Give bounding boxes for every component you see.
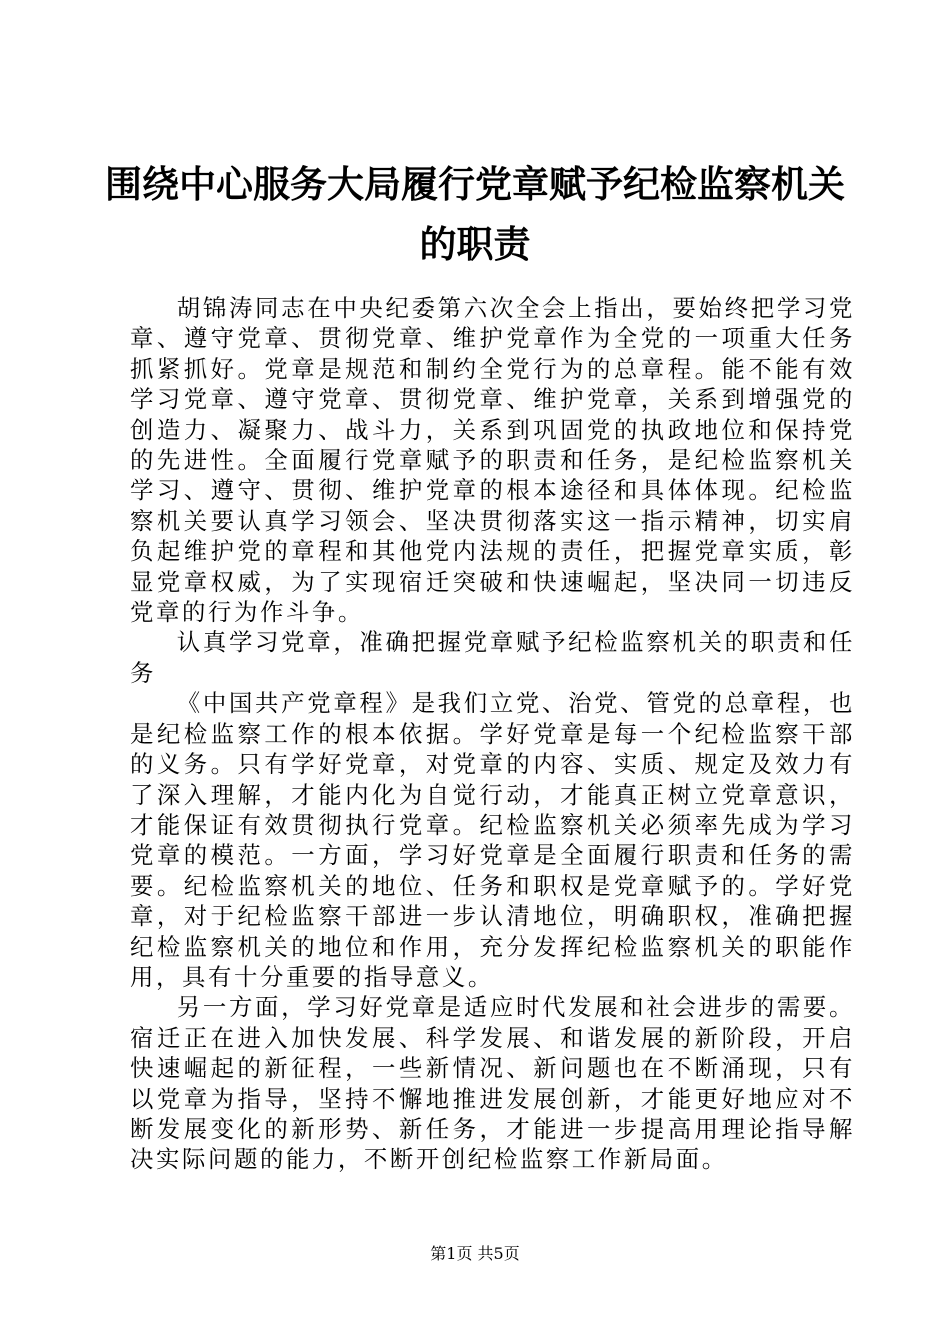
document-title: 围绕中心服务大局履行党章赋予纪检监察机关的职责 — [105, 163, 845, 266]
paragraph-4: 另一方面，学习好党章是适应时代发展和社会进步的需要。宿迁正在进入加快发展、科学发展、和谐发展的新阶段，开启快速崛起的新征程，一些新情况、新问题也在不断涌现，只有以党章为指导，坚持不懈地推进发展创新，才能更好地应对不断发展变化的新形势、新任务，才能进一步提高用理论指导解决实际问题的能力，不断开创纪检监察工作新局面。 — [130, 993, 855, 1174]
paragraph-2-heading: 认真学习党章，准确把握党章赋予纪检监察机关的职责和任务 — [130, 628, 855, 687]
document-body — [130, 293, 855, 1175]
paragraph-3: 《中国共产党章程》是我们立党、治党、管党的总章程，也是纪检监察工作的根本依据。学好党章是每一个纪检监察干部的义务。只有学好党章，对党章的内容、实质、规定及效力有了深入理解，才能内化为自觉行动，才能真正树立党章意识，才能保证有效贯彻执行党章。纪检监察机关必须率先成为学习党章的模范。一方面，学习好党章是全面履行职责和任务的需要。纪检监察机关的地位、任务和职权是党章赋予的。学好党章，对于纪检监察干部进一步认清地位，明确职权，准确把握纪检监察机关的地位和作用，充分发挥纪检监察机关的职能作用，具有十分重要的指导意义。 — [130, 689, 855, 991]
page-footer: 第1页 共5页 — [430, 1244, 520, 1263]
paragraph-1: 胡锦涛同志在中央纪委第六次全会上指出，要始终把学习党章、遵守党章、贯彻党章、维护党章作为全党的一项重大任务抓紧抓好。党章是规范和制约全党行为的总章程。能不能有效学习党章、遵守党章、贯彻党章、维护党章，关系到增强党的创造力、凝聚力、战斗力，关系到巩固党的执政地位和保持党的先进性。全面履行党章赋予的职责和任务，是纪检监察机关学习、遵守、贯彻、维护党章的根本途径和具体体现。纪检监察机关要认真学习领会、坚决贯彻落实这一指示精神，切实肩负起维护党的章程和其他党内法规的责任，把握党章实质，彰显党章权威，为了实现宿迁突破和快速崛起，坚决同一切违反党章的行为作斗争。 — [130, 294, 855, 627]
